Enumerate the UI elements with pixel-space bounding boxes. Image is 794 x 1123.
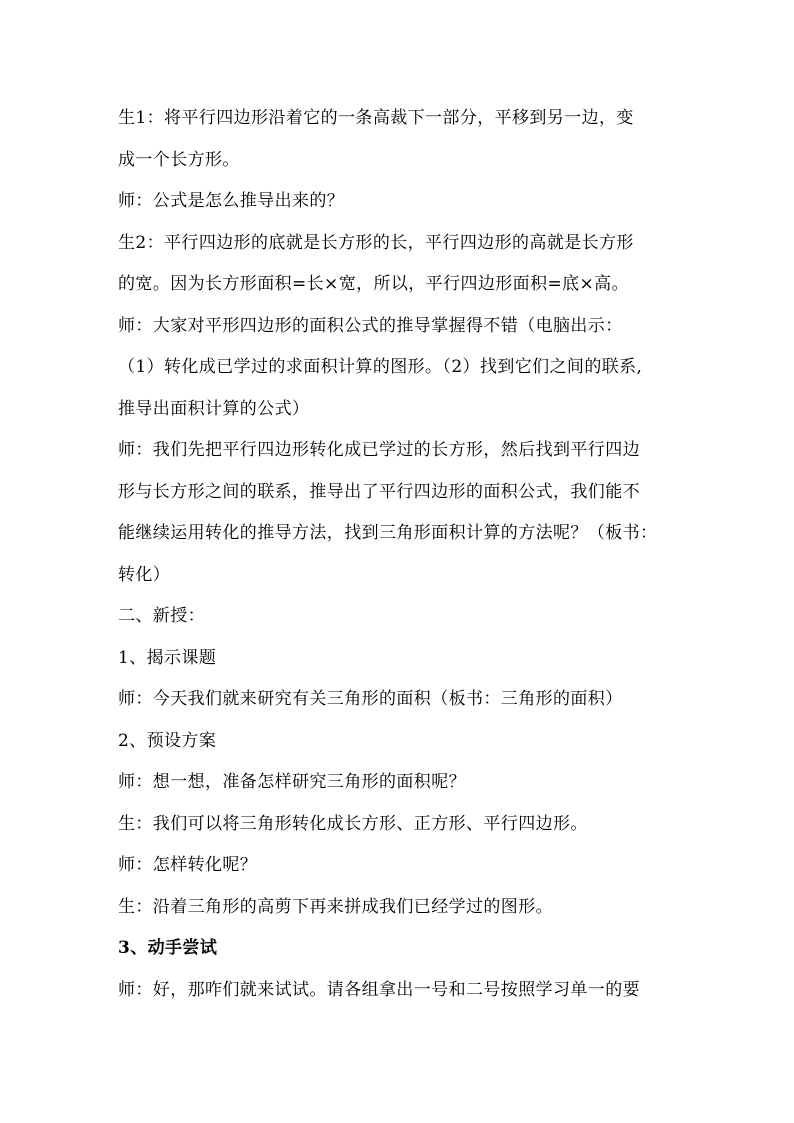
text-line: 能继续运用转化的推导方法，找到三角形面积计算的方法呢？（板书：: [118, 523, 658, 543]
text-line: 师：怎样转化呢？: [118, 855, 258, 875]
section-heading: 二、新授：: [118, 606, 205, 626]
subsection-heading: 3、动手尝试: [118, 938, 218, 958]
text-line: 的宽。因为长方形面积=长×宽，所以，平行四边形面积=底×高。: [118, 274, 629, 294]
text-line: 形与长方形之间的联系，推导出了平行四边形的面积公式，我们能不: [118, 482, 640, 502]
text-line: 师：好，那咋们就来试试。请各组拿出一号和二号按照学习单一的要: [118, 980, 640, 1000]
subsection-heading: 1、揭示课题: [118, 648, 217, 668]
text-line: 成一个长方形。: [118, 150, 240, 170]
text-line: 生2：平行四边形的底就是长方形的长，平行四边形的高就是长方形: [118, 233, 634, 253]
text-line: 推导出面积计算的公式）: [118, 399, 310, 419]
text-line: （1）转化成已学过的求面积计算的图形。（2）找到它们之间的联系,: [118, 357, 643, 377]
text-line: 师：想一想，准备怎样研究三角形的面积呢？: [118, 772, 466, 792]
text-line: 转化）: [118, 565, 171, 585]
text-line: 师：公式是怎么推导出来的？: [118, 191, 345, 211]
text-line: 生：我们可以将三角形转化成长方形、正方形、平行四边形。: [118, 814, 588, 834]
text-line: 师：今天我们就来研究有关三角形的面积（板书：三角形的面积）: [118, 689, 623, 709]
subsection-heading: 2、预设方案: [118, 731, 217, 751]
text-line: 生1：将平行四边形沿着它的一条高裁下一部分，平移到另一边，变: [118, 108, 634, 128]
text-line: 师：大家对平形四边形的面积公式的推导掌握得不错（电脑出示：: [118, 316, 623, 336]
text-line: 师：我们先把平行四边形转化成已学过的长方形，然后找到平行四边: [118, 440, 640, 460]
text-line: 生：沿着三角形的高剪下再来拼成我们已经学过的图形。: [118, 897, 553, 917]
